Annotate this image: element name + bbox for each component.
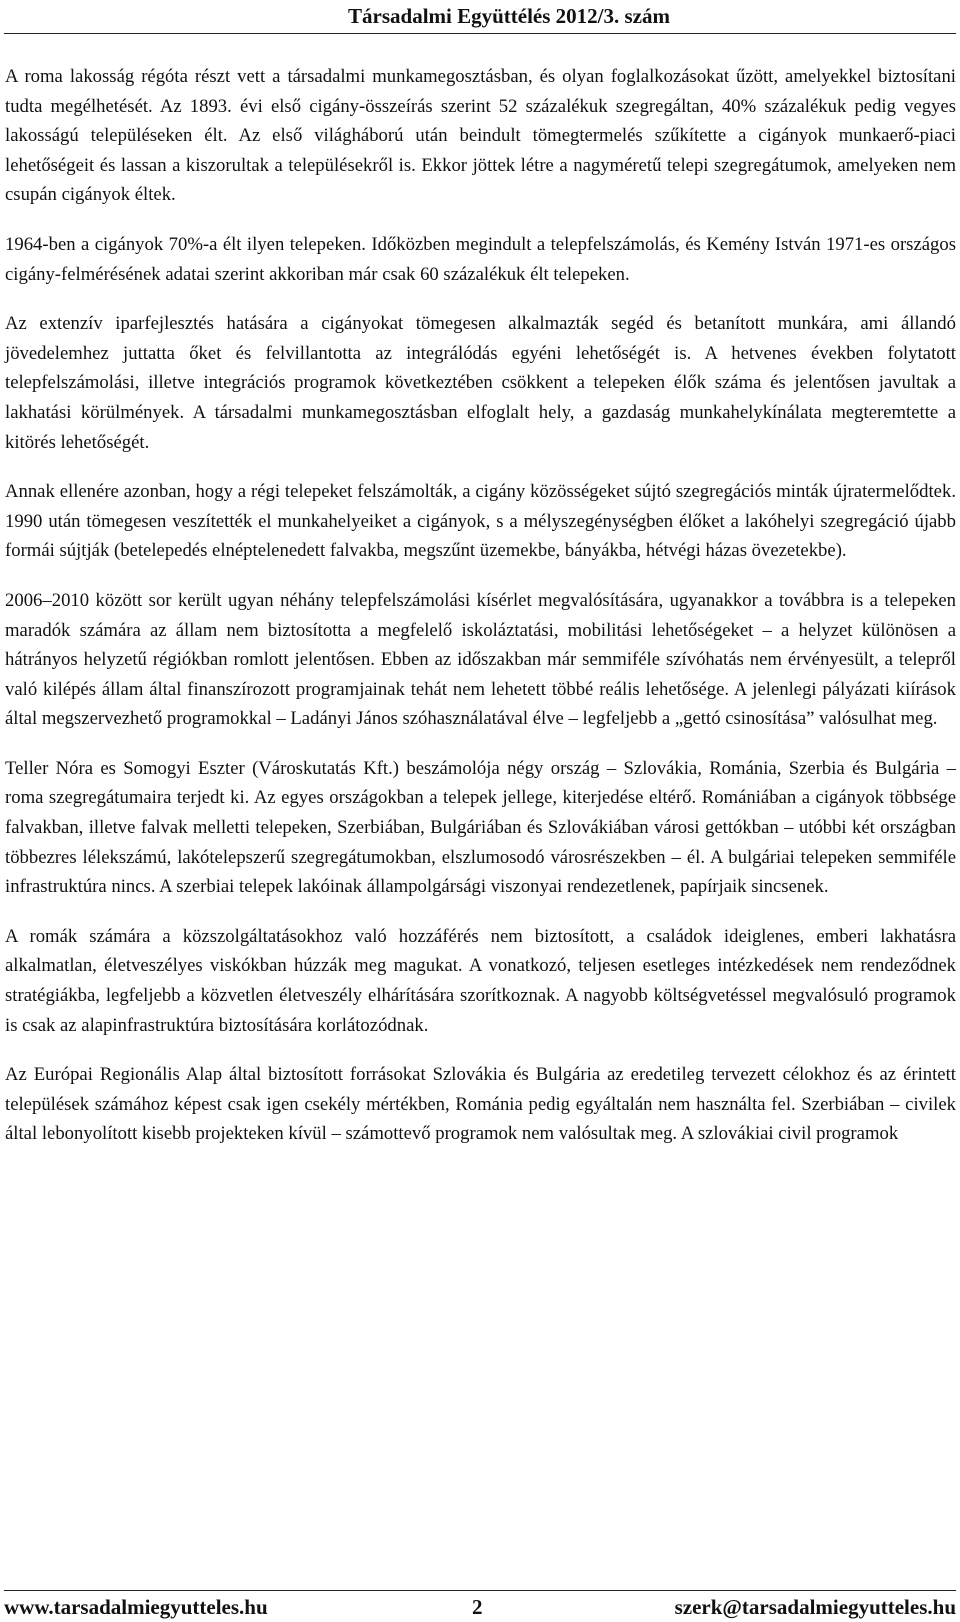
paragraph: A romák számára a közszolgáltatásokhoz való hozzáférés nem biztosított, a családok ideiglenes, emberi lakhatásra alkalmatlan, életveszélyes viskókban húzzák meg magukat. A vonatkozó, teljesen esetleges intézkedések nem rendeződnek stratégiákba, legfeljebb a közvetlen életveszély elhárítására szorítkoznak. A nagyobb költségvetéssel megvalósuló programok is csak az alapinfrastruktúra biztosítására korlátozódnak. bbox=[5, 925, 956, 1036]
paragraph: Annak ellenére azonban, hogy a régi telepeket felszámolták, a cigány közösségeket sújtó szegregációs minták újratermelődtek. 1990 után tömegesen veszítették el munkahelyeiket a cigányok, s a mélyszegénységben élőket a lakóhelyi szegregáció újabb formái sújtják (betelepedés elnéptelenedett falvakba, megszűnt üzemekbe, bányákba, hétvégi házas övezetekbe). bbox=[5, 481, 956, 562]
paragraph: 1964-ben a cigányok 70%-a élt ilyen telepeken. Időközben megindult a telepfelszámolás, és Kemény István 1971-es országos cigány-felmérésének adatai szerint akkoriban már csak 60 százalékuk élt telepeken. bbox=[5, 233, 956, 285]
header-divider bbox=[4, 33, 956, 34]
paragraph: 2006–2010 között sor került ugyan néhány telepfelszámolási kísérlet megvalósítására, ugyanakkor a továbbra is a telepeken maradók számára az állam nem biztosította a megfelelő iskoláztatási, mobilitási lehetőségeket – a helyzet különösen a hátrányos helyzetű régiókban romlott jelentősen. Ebben az időszakban már semmiféle szívóhatás nem érvényesült, a telepről való kilépés állam által finanszírozott programjainak tehát nem lehetett többé reális lehetősége. A jelenlegi pályázati kiírások által megszervezhető programokkal – Ladányi János szóhasználatával élve – legfeljebb a „gettó csinosítása” valósulhat meg. bbox=[5, 589, 956, 730]
journal-title: Társadalmi Együttélés 2012/3. szám bbox=[348, 4, 670, 28]
paragraph: A roma lakosság régóta részt vett a társadalmi munkamegosztásban, és olyan foglalkozásokat űzött, amelyekkel biztosítani tudta megélhetését. Az 1893. évi első cigány-összeírás szerint 52 százalékuk szegregáltan, 40% százalékuk pedig vegyes lakosságú településeken élt. Az első világháború után beindult tömegtermelés szűkítette a cigányok munkaerő-piaci lehetőségeit és lassan a kiszorultak a településekről is. Ekkor jöttek létre a nagyméretű telepi szegregátumok, amelyeken nem csupán cigányok éltek. bbox=[5, 66, 956, 206]
paragraph: Teller Nóra es Somogyi Eszter (Városkutatás Kft.) beszámolója négy ország – Szlovákia, Románia, Szerbia és Bulgária – roma szegregátumaira terjedt ki. Az egyes országokban a telepek jellege, kiterjedése eltérő. Romániában a cigányok többsége falvakban, illetve falvak melletti telepeken, Szerbiában, Bulgáriában és Szlovákiában városi gettókban – utóbbi két országban többezres lélekszámú, lakótelepszerű szegregátumokban, elszlumosodó városrészekben – él. A bulgáriai telepeken semmiféle infrastruktúra nincs. A szerbiai telepek lakóinak állampolgársági viszonyai rendezetlenek, papírjaik sincsenek. bbox=[5, 757, 956, 898]
page-header bbox=[0, 2, 960, 32]
paragraph: Az Európai Regionális Alap által biztosított forrásokat Szlovákia és Bulgária az eredetileg tervezett célokhoz és az érintett települések számához képest csak igen csekély mértékben, Románia pedig egyáltalán nem használta fel. Szerbiában – civilek által lebonyolított kisebb projekteken kívül – számottevő programok nem valósultak meg. A szlovákiai civil programok bbox=[5, 1064, 956, 1145]
paragraph: Az extenzív iparfejlesztés hatására a cigányokat tömegesen alkalmazták segéd és betanított munkára, ami állandó jövedelemhez juttatta őket és felvillantotta az integrálódás egyéni lehetőségét is. A hetvenes években folytatott telepfelszámolási, illetve integrációs programok következtében csökkent a telepeken élők száma és jelentősen javultak a lakhatási körülmények. A társadalmi munkamegosztásban elfoglalt hely, a gazdaság munkahelykínálata megteremtette a kitörés lehetőségét. bbox=[5, 313, 956, 453]
page-number: 2 bbox=[472, 1595, 483, 1619]
footer-divider bbox=[4, 1590, 956, 1591]
website-link[interactable]: www.tarsadalmiegyutteles.hu bbox=[4, 1595, 268, 1619]
article-body bbox=[5, 62, 956, 1169]
page-footer bbox=[4, 1590, 956, 1622]
email-link[interactable]: szerk@tarsadalmiegyutteles.hu bbox=[674, 1595, 956, 1619]
